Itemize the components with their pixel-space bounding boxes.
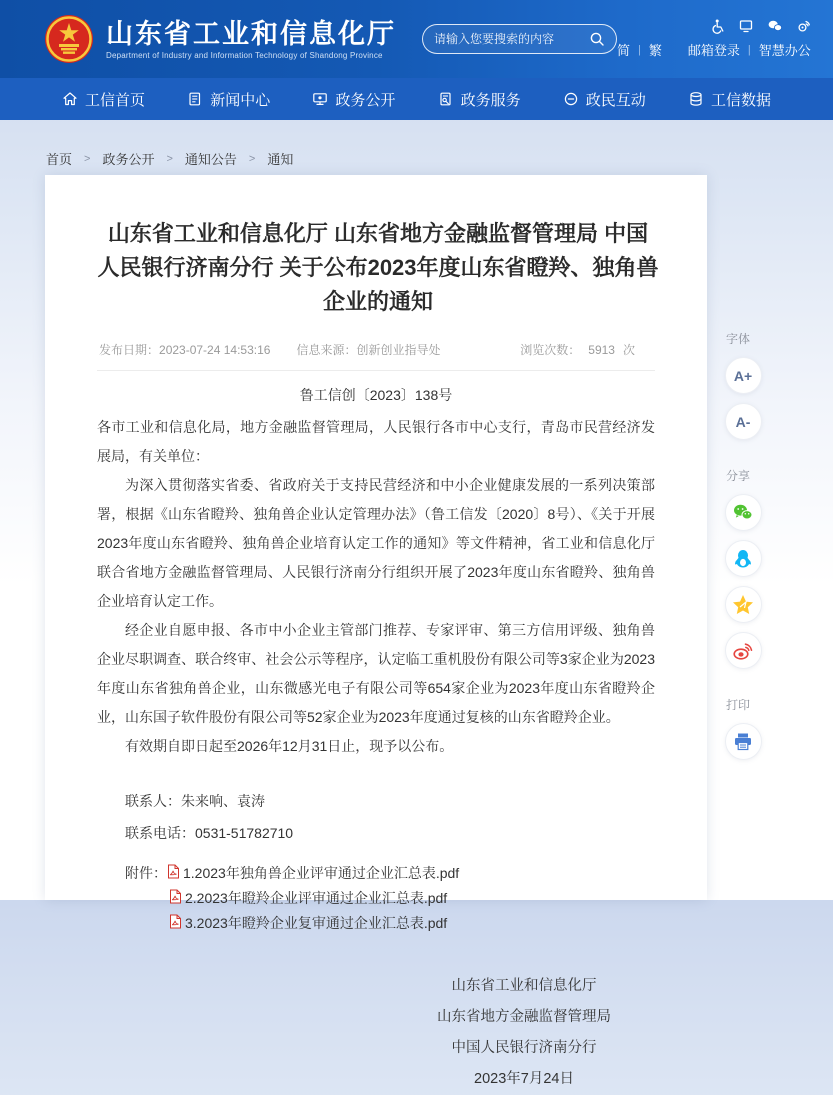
contact-phone: 联系电话：0531-51782710 [125,825,294,841]
pdf-icon [169,914,182,929]
database-icon [688,91,704,107]
national-emblem-icon [44,14,94,64]
nav-item-news[interactable] [187,89,270,110]
pdf-icon [167,864,180,879]
font-decrease-button[interactable]: A- [725,403,762,440]
signature-line: 中国人民银行济南分行 [451,1040,597,1056]
attachment-link[interactable]: 3.2023年瞪羚企业复审通过企业汇总表.pdf [185,915,448,931]
nav-item-home[interactable] [62,89,145,110]
nav-item-gov-service[interactable] [438,89,521,110]
header-right [617,19,811,59]
share-qzone-button[interactable] [725,586,762,623]
nav-item-data[interactable] [688,89,771,110]
pdf-icon [169,889,182,904]
interact-icon [563,91,579,107]
nav-label: 政务服务 [460,91,521,109]
paragraph: 为深入贯彻落实省委、省政府关于支持民营经济和中小企业健康发展的一系列决策部署，根据《山东省瞪羚、独角兽企业认定管理办法》（鲁工信发〔2020〕8号）、《关于开展2023年度山东省瞪羚、独角兽企业培育认定工作的通知》等文件精神，省工业和信息化厅联合省地方金融监督管理局、人民银行济南分行组织开展了2023年度山东省瞪羚、独角兽企业培育认定工作。 [97,477,655,609]
document-number: 鲁工信创〔2023〕138号 [299,387,453,403]
service-icon [438,91,454,107]
signature-block [395,971,653,1095]
site-title-block [106,19,396,60]
qq-icon [733,548,753,569]
contact-person: 联系人：朱来响、袁涛 [125,793,265,809]
breadcrumb-notice[interactable]: 通知 [267,152,294,167]
separator: | [638,43,641,56]
news-icon [187,91,203,107]
contact-block [125,785,655,849]
search-icon [589,31,605,47]
wechat-follow-icon[interactable] [767,19,783,33]
breadcrumb-separator: > [248,152,256,165]
search-button[interactable] [589,31,605,47]
search-input[interactable] [434,32,589,46]
mobile-version-icon[interactable] [797,19,811,33]
attachments-label: 附件： [125,865,167,881]
search-box[interactable] [422,24,617,54]
article-card [45,175,707,1087]
article-meta [97,341,655,358]
breadcrumb-home[interactable]: 首页 [46,152,73,167]
home-icon [62,91,78,107]
nav-item-interaction[interactable] [563,89,646,110]
font-size-label: 字体 [726,332,751,346]
nav-item-gov-open[interactable] [312,89,395,110]
site-subtitle: Department of Industry and Information Technology of Shandong Province [106,50,383,60]
share-qq-button[interactable] [725,540,762,577]
printer-icon [733,732,753,751]
screen-reader-icon[interactable] [739,19,753,33]
nav-label: 政务公开 [335,91,396,109]
header-links [617,40,811,59]
print-label: 打印 [726,698,751,712]
signature-date: 2023年7月24日 [474,1071,574,1087]
attachments [125,861,655,935]
share-label: 分享 [726,469,751,483]
separator: | [747,43,751,56]
quick-icons [711,19,811,33]
nav-label: 政民互动 [585,91,646,109]
share-weibo-button[interactable] [725,632,762,669]
font-increase-button[interactable]: A+ [725,357,762,394]
weibo-icon [732,641,754,661]
share-wechat-button[interactable] [725,494,762,531]
lang-simplified-link[interactable]: 简 [617,43,631,58]
breadcrumb-separator: > [166,152,173,165]
breadcrumb-gov-open[interactable]: 政务公开 [102,152,155,167]
qzone-icon [732,594,754,615]
attachment-link[interactable]: 1.2023年独角兽企业评审通过企业汇总表.pdf [183,865,460,881]
nav-label: 工信数据 [710,91,771,109]
tools-sidebar [722,330,764,769]
lang-traditional-link[interactable]: 繁 [648,43,662,58]
monitor-icon [312,91,328,107]
site-title: 山东省工业和信息化厅 [106,18,396,49]
print-button[interactable] [725,723,762,760]
nav-label: 新闻中心 [210,91,271,109]
view-count: 浏览次数： 5913 次 [520,343,635,357]
smart-office-link[interactable]: 智慧办公 [758,43,811,58]
wechat-icon [732,503,754,522]
breadcrumb-separator: > [84,152,91,165]
salutation: 各市工业和信息化局，地方金融监督管理局，人民银行各市中心支行，青岛市民营经济发展局，有关单位： [97,419,655,464]
attachment-row [169,886,655,910]
paragraph: 有效期自即日起至2026年12月31日止，现予以公布。 [125,738,454,754]
top-header [0,0,833,78]
divider [97,370,655,371]
attachment-row [169,911,655,935]
article-title: 山东省工业和信息化厅 山东省地方金融监督管理局 中国人民银行济南分行 关于公布2023年度山东省瞪羚、独角兽企业的通知 [97,221,659,314]
site-logo[interactable] [44,14,396,64]
accessibility-icon[interactable] [711,19,725,33]
breadcrumb-notices[interactable]: 通知公告 [184,152,237,167]
attachment-row [125,861,655,885]
paragraph: 经企业自愿申报、各市中小企业主管部门推荐、专家评审、第三方信用评级、独角兽企业尽职调查、联合终审、社会公示等程序，认定临工重机股份有限公司等3家企业为2023年度山东省独角兽企业，山东微感光电子有限公司等654家企业为2023年度山东省瞪羚企业，山东国子软件股份有限公司等52家企业为2023年度通过复核的山东省瞪羚企业。 [97,622,655,725]
article-body [97,413,655,761]
publish-date: 发布日期：2023-07-24 14:53:16 [99,343,271,357]
nav-label: 工信首页 [85,91,146,109]
breadcrumb [0,120,833,175]
signature-line: 山东省工业和信息化厅 [451,978,597,994]
info-source: 信息来源：创新创业指导处 [296,343,441,357]
signature-line: 山东省地方金融监督管理局 [437,1009,611,1025]
attachment-link[interactable]: 2.2023年瞪羚企业评审通过企业汇总表.pdf [185,890,448,906]
main-nav [0,78,833,120]
mail-login-link[interactable]: 邮箱登录 [687,43,740,58]
